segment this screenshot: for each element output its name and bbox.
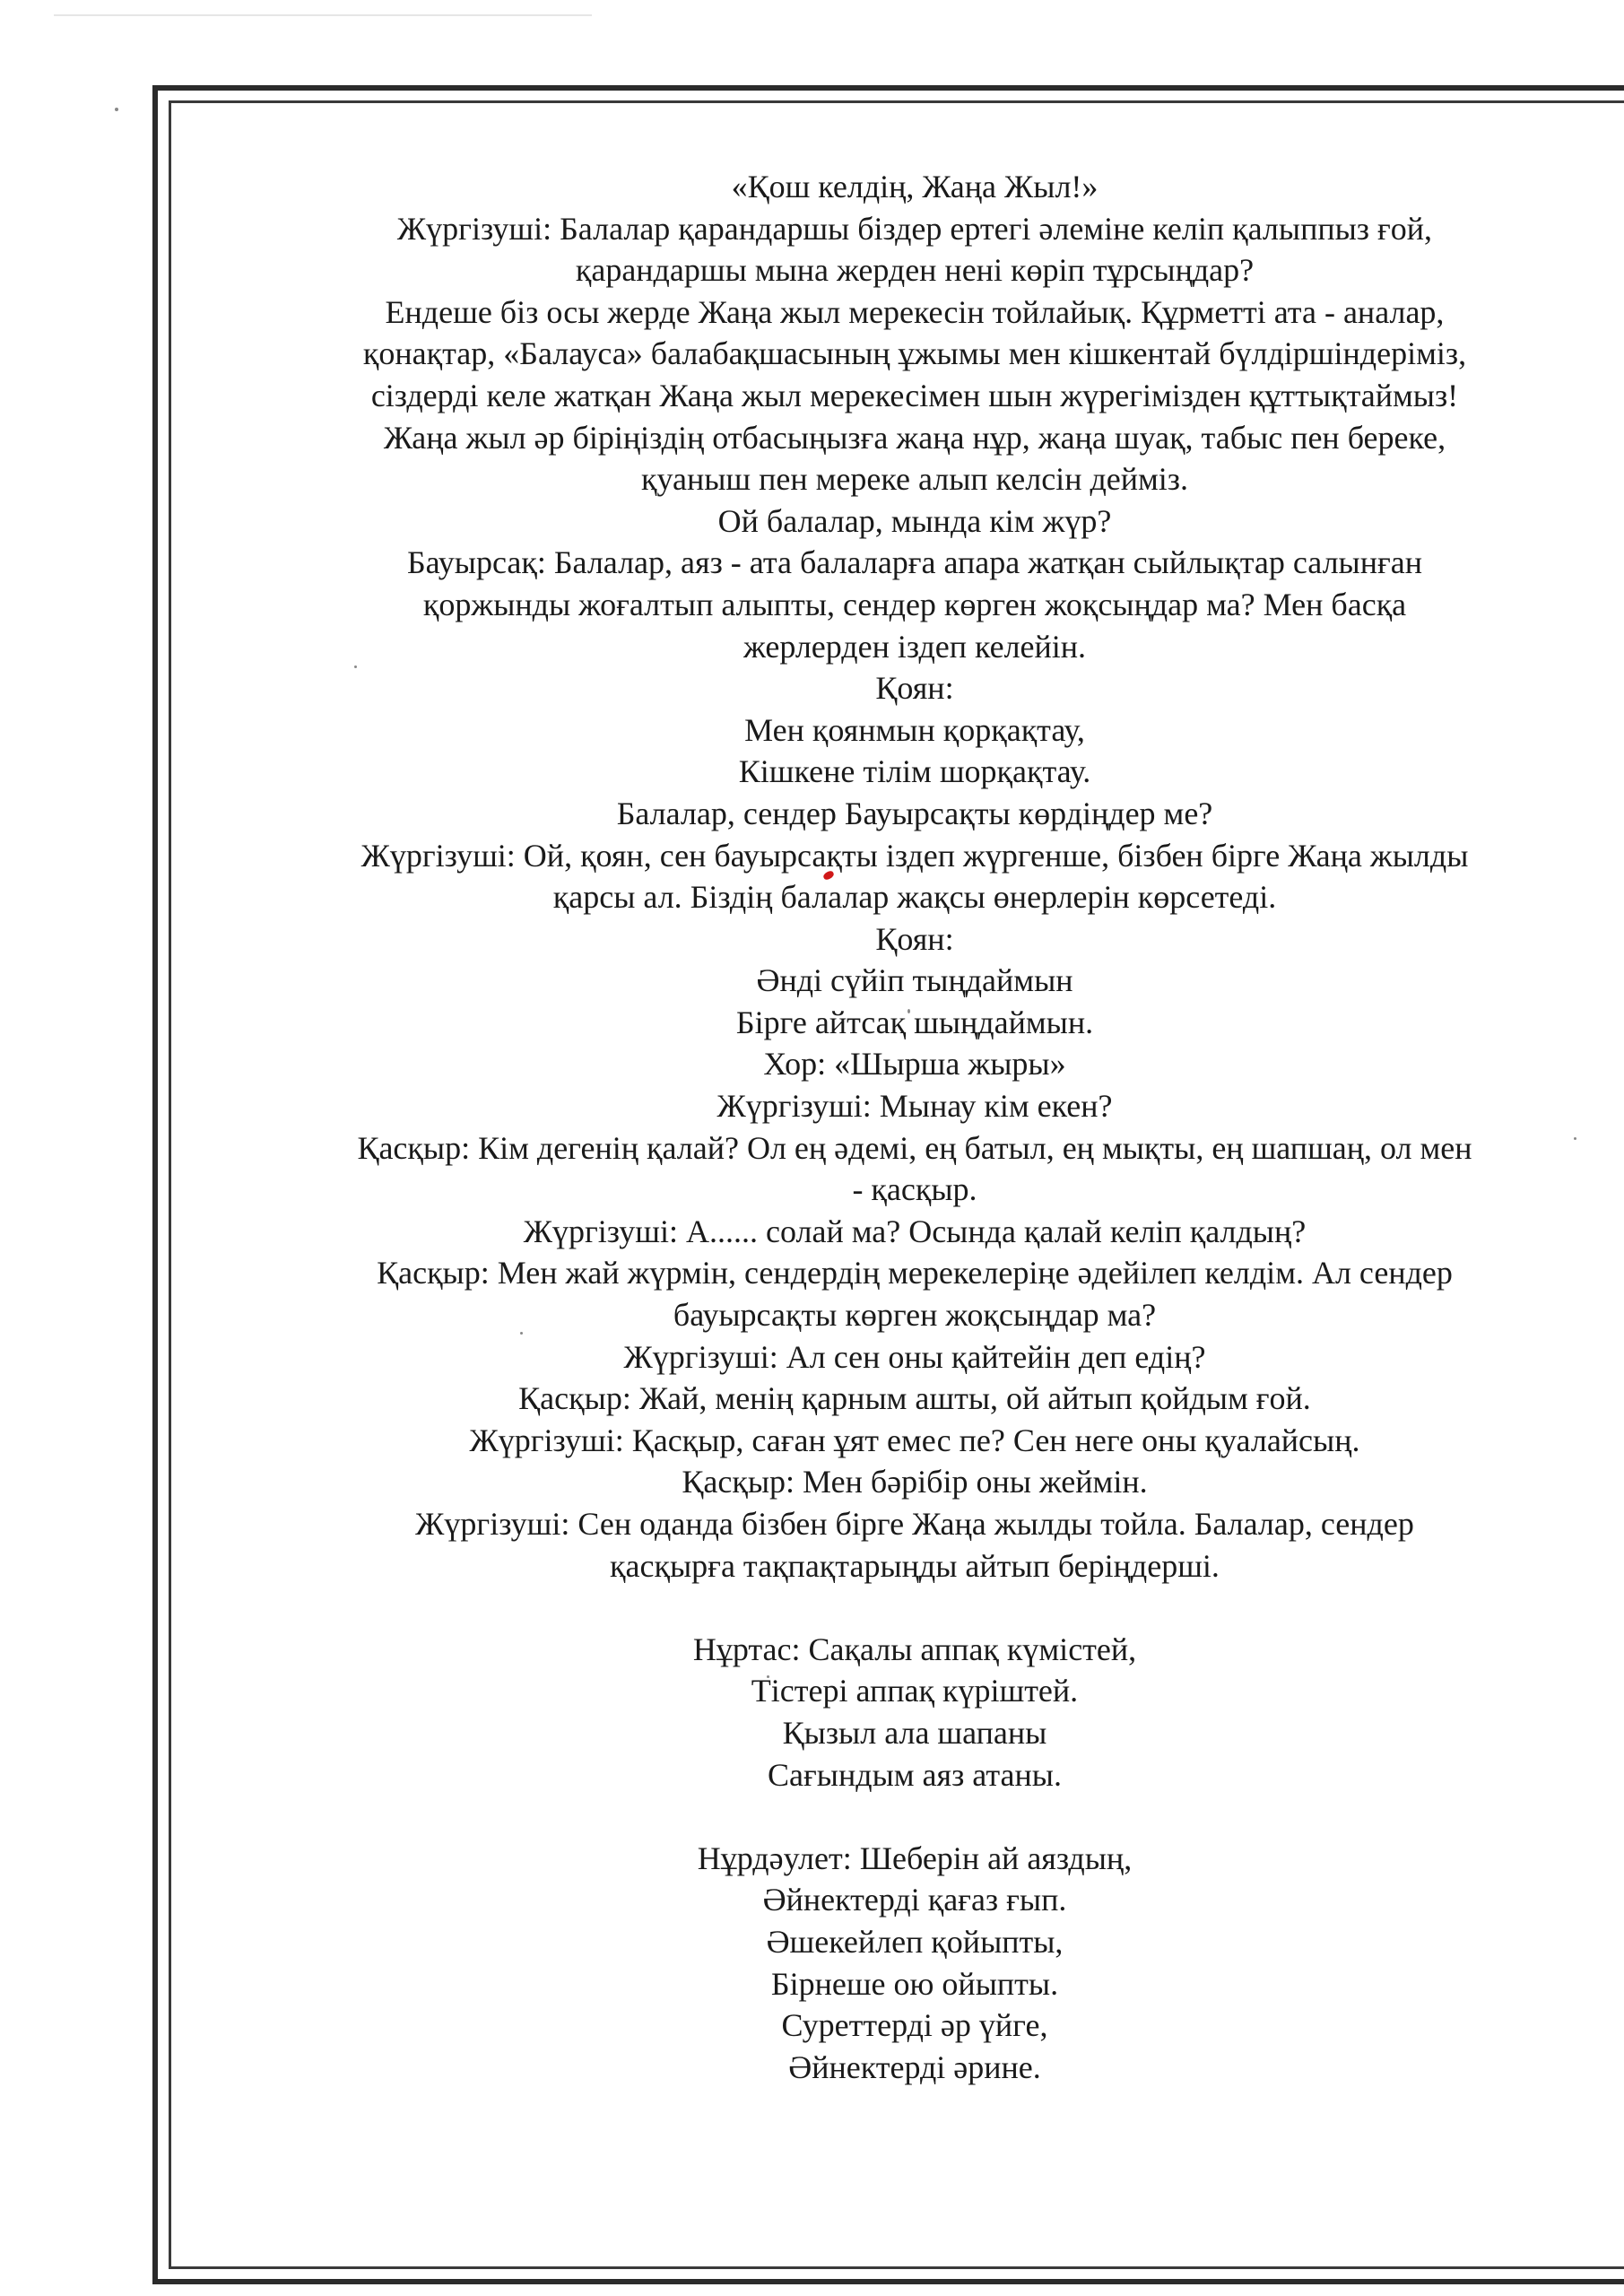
text-line: Қасқыр: Мен бәрібір оны жеймін. [682,1464,1148,1500]
poem-line: Әшекейлеп қойыпты, [766,1923,1064,1960]
stanza-gap [224,1587,1605,1629]
text-line: Жүргізуші: А...... солай ма? Осында қалай келіп қалдың? [523,1213,1307,1249]
text-line: Қоян: [875,670,954,707]
text-line: Жүргізуші: Мынау кім екен? [716,1088,1113,1125]
text-line: Кішкене тілім шорқақтау. [738,753,1091,790]
scan-speck [115,108,118,111]
text-line: Қасқыр: Кім дегенің қалай? Ол ең әдемі, ең батыл, ең мықты, ең шапшаң, ол мен [357,1129,1472,1166]
text-line: Ендеше біз осы жерде Жаңа жыл мерекесін тойлайық. Құрметті ата - аналар, [385,293,1445,330]
text-line: Балалар, сендер Бауырсақты көрдіңдер ме? [616,795,1213,831]
text-line: Бірге айтсақ шыңдаймын. [735,1004,1094,1040]
poem-line: Нұрдәулет: Шеберін ай аяздың, [697,1839,1133,1876]
text-line: қоржынды жоғалтып алыпты, сендер көрген жоқсыңдар ма? Мен басқа [422,586,1407,622]
text-line: Жаңа жыл әр біріңіздің отбасыңызға жаңа нұр, жаңа шуақ, табыс пен береке, [383,419,1446,456]
poem-line: Нұртас: Сақалы аппақ күмістей, [692,1631,1137,1667]
document-body [224,166,1605,2088]
text-line: сіздерді келе жатқан Жаңа жыл мерекесімен шын жүрегімізден құттықтаймыз! [370,377,1459,413]
text-line: Жүргізуші: Ой, қоян, сен бауырсақты іздеп жүргенше, бізбен бірге Жаңа жылды [360,837,1469,874]
poem-line: Әйнектерді қағаз ғып. [762,1882,1067,1918]
stanza-gap [224,1796,1605,1838]
text-line: Жүргізуші: Ал сен оны қайтейін деп едің? [623,1338,1206,1375]
poem-line: Бірнеше ою ойыпты. [770,1965,1059,2002]
text-line: Бауырсақ: Балалар, аяз - ата балаларға апара жатқан сыйлықтар салынған [406,544,1423,581]
text-line: Қасқыр: Жай, менің қарным ашты, ой айтып қойдым ғой. [518,1380,1311,1417]
poem-line: Тістері аппақ күріштей. [751,1673,1079,1709]
text-line: қарандаршы мына жерден нені көріп тұрсыңдар? [575,252,1255,289]
text-line: Мен қоянмын қорқақтау, [744,711,1085,748]
text-line: Әнді сүйіп тыңдаймын [756,962,1073,999]
text-line: қасқырға тақпақтарыңды айтып беріңдерші. [610,1547,1220,1584]
scan-artifact-line [54,14,592,16]
text-line: - қасқыр. [852,1171,977,1208]
text-line: Жүргізуші: Балалар қарандаршы біздер ертегі әлеміне келіп қалыппыз ғой, [396,210,1433,247]
text-line: Қасқыр: Мен жай жүрмін, сендердің мерекелеріңе әдейілеп келдім. Ал сендер [377,1255,1453,1292]
text-line: Жүргізуші: Сен оданда бізбен бірге Жаңа жылды тойла. Балалар, сендер [415,1506,1414,1542]
document-title: «Қош келдің, Жаңа Жыл!» [731,169,1099,204]
poem-line: Сағындым аяз атаны. [768,1756,1062,1793]
poem-line: Қызыл ала шапаны [782,1714,1047,1751]
text-line: қуаныш пен мереке алып келсін дейміз. [640,461,1189,498]
text-line: жерлерден іздеп келейін. [743,628,1087,665]
text-line: қонақтар, «Балауса» балабақшасының ұжымы мен кішкентай бүлдіршіндеріміз, [362,335,1467,372]
text-line: Қоян: [875,920,954,957]
text-line: бауырсақты көрген жоқсыңдар ма? [673,1297,1157,1334]
poem-line: Суреттерді әр үйге, [781,2007,1048,2044]
text-line: қарсы ал. Біздің балалар жақсы өнерлерін көрсетеді. [552,879,1277,916]
text-line: Ой балалар, мында кім жүр? [717,502,1112,539]
poem-line: Әйнектерді әрине. [788,2048,1041,2085]
text-line: Жүргізуші: Қасқыр, саған ұят емес пе? Сен неге оны қуалайсың. [469,1422,1360,1458]
text-line: Хор: «Шырша жыры» [763,1046,1066,1083]
